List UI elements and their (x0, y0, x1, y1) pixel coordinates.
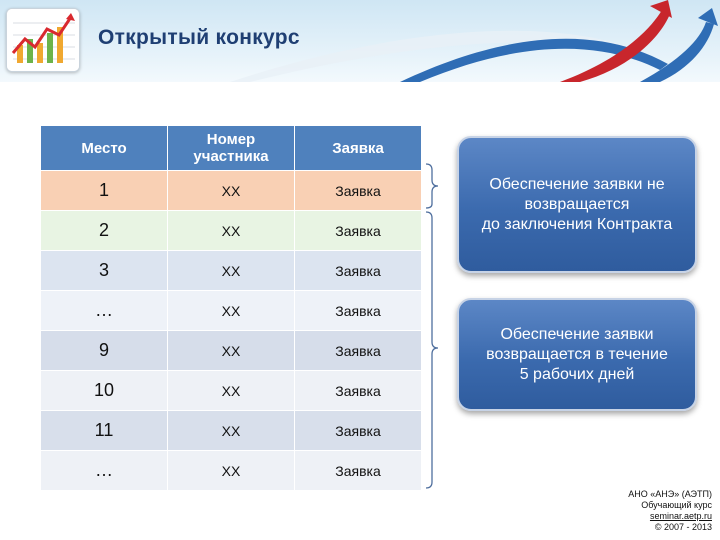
cell-number: XX (168, 371, 295, 411)
cell-place: … (41, 291, 168, 331)
col-header-bid: Заявка (295, 126, 422, 171)
cell-place: 9 (41, 331, 168, 371)
cell-place: 10 (41, 371, 168, 411)
footer-site-link[interactable]: seminar.aetp.ru (649, 511, 712, 521)
cell-place: 1 (41, 171, 168, 211)
footer-course: Обучающий курс (641, 500, 712, 510)
cell-place: … (41, 451, 168, 491)
cell-place: 3 (41, 251, 168, 291)
cell-number: XX (168, 411, 295, 451)
page-title: Открытый конкурс (98, 26, 300, 49)
bracket-first-place (426, 164, 438, 208)
footer-credits (628, 489, 712, 533)
table-row (41, 171, 422, 211)
cell-bid: Заявка (295, 251, 422, 291)
table-row (41, 451, 422, 491)
col-header-participant-line1: Номер (206, 131, 256, 148)
cell-place: 2 (41, 211, 168, 251)
col-header-place: Место (41, 126, 168, 171)
arrow-swoosh-graphic (0, 0, 720, 82)
cell-bid: Заявка (295, 371, 422, 411)
cell-bid: Заявка (295, 411, 422, 451)
table-row (41, 371, 422, 411)
callout-not-returned-line1: Обеспечение заявки не (489, 175, 665, 193)
table-row (41, 291, 422, 331)
cell-number: XX (168, 291, 295, 331)
cell-number: XX (168, 171, 295, 211)
callout-returned (457, 298, 697, 411)
footer-org: АНО «АНЭ» (АЭТП) (628, 489, 712, 499)
ranking-table (40, 125, 422, 491)
cell-number: XX (168, 211, 295, 251)
col-header-participant-line2: участника (193, 148, 269, 165)
callout-not-returned-line2: возвращается (524, 195, 630, 213)
cell-bid: Заявка (295, 451, 422, 491)
row-brackets (424, 160, 454, 495)
table-row (41, 331, 422, 371)
cell-bid: Заявка (295, 171, 422, 211)
cell-bid: Заявка (295, 331, 422, 371)
callout-returned-line2: возвращается в течение (486, 345, 668, 363)
bracket-other-places (426, 212, 438, 488)
callout-not-returned (457, 136, 697, 273)
cell-bid: Заявка (295, 211, 422, 251)
footer-copyright: © 2007 - 2013 (654, 522, 712, 532)
cell-bid: Заявка (295, 291, 422, 331)
cell-place: 11 (41, 411, 168, 451)
cell-number: XX (168, 451, 295, 491)
callout-returned-line3: 5 рабочих дней (519, 365, 635, 383)
col-header-participant (168, 126, 295, 171)
table-row (41, 211, 422, 251)
cell-number: XX (168, 331, 295, 371)
slide-header (0, 0, 720, 82)
callout-returned-line1: Обеспечение заявки (500, 325, 654, 343)
cell-number: XX (168, 251, 295, 291)
table-row (41, 411, 422, 451)
table-header-row (41, 126, 422, 171)
callout-not-returned-line3: до заключения Контракта (481, 215, 673, 233)
table-row (41, 251, 422, 291)
